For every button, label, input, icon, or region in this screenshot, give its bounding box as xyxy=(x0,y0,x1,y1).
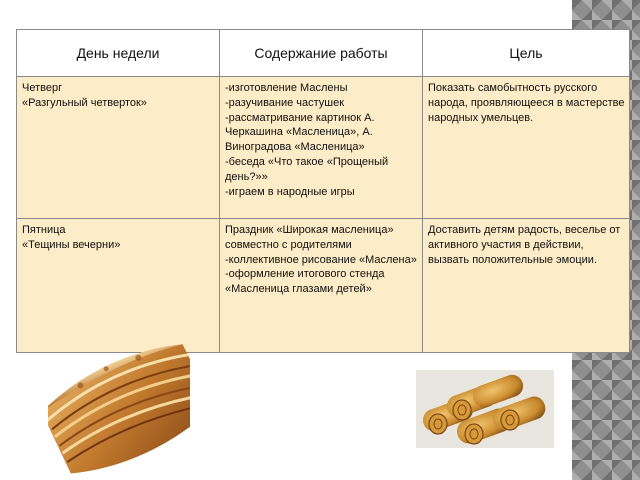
cell-day: Четверг «Разгульный четверток» xyxy=(17,77,220,219)
header-day: День недели xyxy=(17,30,220,77)
pancake-stack-photo xyxy=(48,322,190,474)
rolled-pancakes-photo xyxy=(416,370,554,448)
cell-goal: Доставить детям радость, веселье от активного участия в действии, вызвать положительные эмоции. xyxy=(423,219,630,353)
activity-table xyxy=(16,29,630,353)
cell-content: Праздник «Широкая масленица» совместно с родителями -коллективное рисование «Маслена» -оформление итогового стенда «Масленица глазами детей» xyxy=(220,219,423,353)
header-content: Содержание работы xyxy=(220,30,423,77)
cell-goal: Показать самобытность русского народа, проявляющееся в мастерстве народных умельцев. xyxy=(423,77,630,219)
cell-day: Пятница «Тещины вечерни» xyxy=(17,219,220,353)
header-goal: Цель xyxy=(423,30,630,77)
table-header-row xyxy=(17,30,630,77)
table-row xyxy=(17,77,630,219)
cell-content: -изготовление Маслены -разучивание частушек -рассматривание картинок А. Черкашина «Масленица», А. Виноградова «Масленица» -беседа «Что такое «Прощеный день?»» -играем в народные игры xyxy=(220,77,423,219)
